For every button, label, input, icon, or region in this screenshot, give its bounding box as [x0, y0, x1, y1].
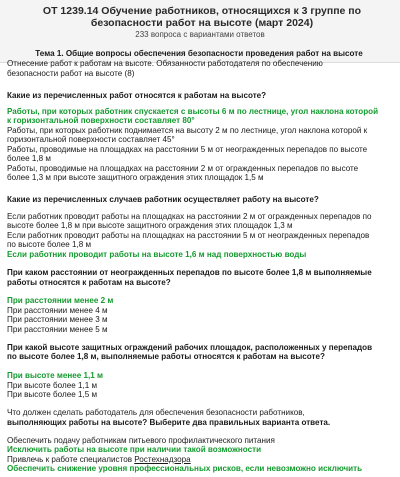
q4-answer-correct: При высоте менее 1,1 м	[7, 371, 103, 380]
q5-answer-3-text: Привлечь к работе специалистов	[7, 455, 135, 464]
q1-answer-3-line-2: более 1,8 м	[7, 154, 51, 163]
document-title-line-1: ОТ 1239.14 Обучение работников, относящихся к 3 группе по	[42, 5, 362, 17]
q3-answer-correct: При расстоянии менее 2 м	[7, 296, 114, 305]
q4-answer-2: При высоте более 1,1 м	[7, 381, 98, 390]
q3-answer-3: При расстоянии менее 3 м	[7, 315, 108, 324]
q5-answer-correct-2: Обеспечить снижение уровня профессиональных рисков, если невозможно исключить	[7, 464, 363, 473]
document-subtitle: 233 вопроса с вариантами ответов	[135, 30, 265, 39]
q1-answer-4-line-2: более 1,3 м при высоте защитного ограждения этих площадок 1,5 м	[7, 173, 264, 182]
document-title-line-2: безопасности работ на высоте (март 2024)	[90, 17, 314, 29]
rostekhnadzor-link[interactable]: Ростехнадзора	[134, 455, 191, 464]
q5-answer-correct-1: Исключить работы на высоте при наличии такой возможности	[7, 445, 262, 454]
q2-answer-2-line-2: по высоте более 1,8 м	[7, 240, 92, 249]
question-5-line-2: выполняющих работы на высоте? Выберите два правильных варианта ответа.	[7, 418, 331, 427]
question-3-line-1: При каком расстоянии от неогражденных перепадов по высоте более 1,8 м выполняемые	[7, 268, 372, 277]
q2-answer-1-line-2: высоте более 1,8 м при высоте защитного ограждения этих площадок 1,3 м	[7, 221, 293, 230]
q2-answer-2-line-1: Если работник проводит работы на площадках на расстоянии 5 м от неогражденных перепадов	[7, 231, 370, 240]
q1-answer-2-line-2: горизонтальной поверхности составляет 45°	[7, 135, 175, 144]
theme-heading: Тема 1. Общие вопросы обеспечения безопасности проведения работ на высоте	[35, 49, 363, 58]
q1-answer-correct-line-1: Работы, при которых работник спускается с высоты 6 м по лестнице, угол наклона которой	[7, 107, 379, 116]
question-1: Какие из перечисленных работ относятся к работам на высоте?	[7, 91, 267, 100]
q3-answer-4: При расстоянии менее 5 м	[7, 325, 108, 334]
q1-answer-4-line-1: Работы, проводимые на площадках на расстоянии 2 м от огражденных перепадов по высоте	[7, 164, 359, 173]
q1-answer-correct-line-2: к горизонтальной поверхности составляет 80°	[7, 116, 195, 125]
theme-line-2: безопасности работ на высоте (8)	[7, 69, 135, 78]
theme-line-1: Отнесение работ к работам на высоте. Обязанности работодателя по обеспечению	[7, 59, 323, 68]
q4-answer-3: При высоте более 1,5 м	[7, 390, 98, 399]
q3-answer-2: При расстоянии менее 4 м	[7, 306, 108, 315]
q5-answer-1: Обеспечить подачу работникам питьевого профилактического питания	[7, 436, 275, 445]
q1-answer-2-line-1: Работы, при которых работник поднимается на высоту 2 м по лестнице, угол наклона которой к	[7, 126, 368, 135]
q1-answer-3-line-1: Работы, проводимые на площадках на расстоянии 5 м от неогражденных перепадов по высоте	[7, 145, 368, 154]
question-2: Какие из перечисленных случаев работник осуществляет работу на высоте?	[7, 195, 319, 204]
question-4-line-1: При какой высоте защитных ограждений рабочих площадок, расположенных у перепадов	[7, 343, 373, 352]
q2-answer-1-line-1: Если работник проводит работы на площадках на расстоянии 2 м от огражденных перепадов по	[7, 212, 372, 221]
question-5-line-1: Что должен сделать работодатель для обеспечения безопасности работников,	[7, 408, 305, 417]
question-4-line-2: по высоте более 1,8 м, выполняемые работы относятся к работам на высоте?	[7, 352, 325, 361]
q2-answer-correct: Если работник проводит работы на высоте 1,6 м над поверхностью воды	[7, 250, 307, 259]
question-3-line-2: работы относятся к работам на высоте?	[7, 278, 171, 287]
